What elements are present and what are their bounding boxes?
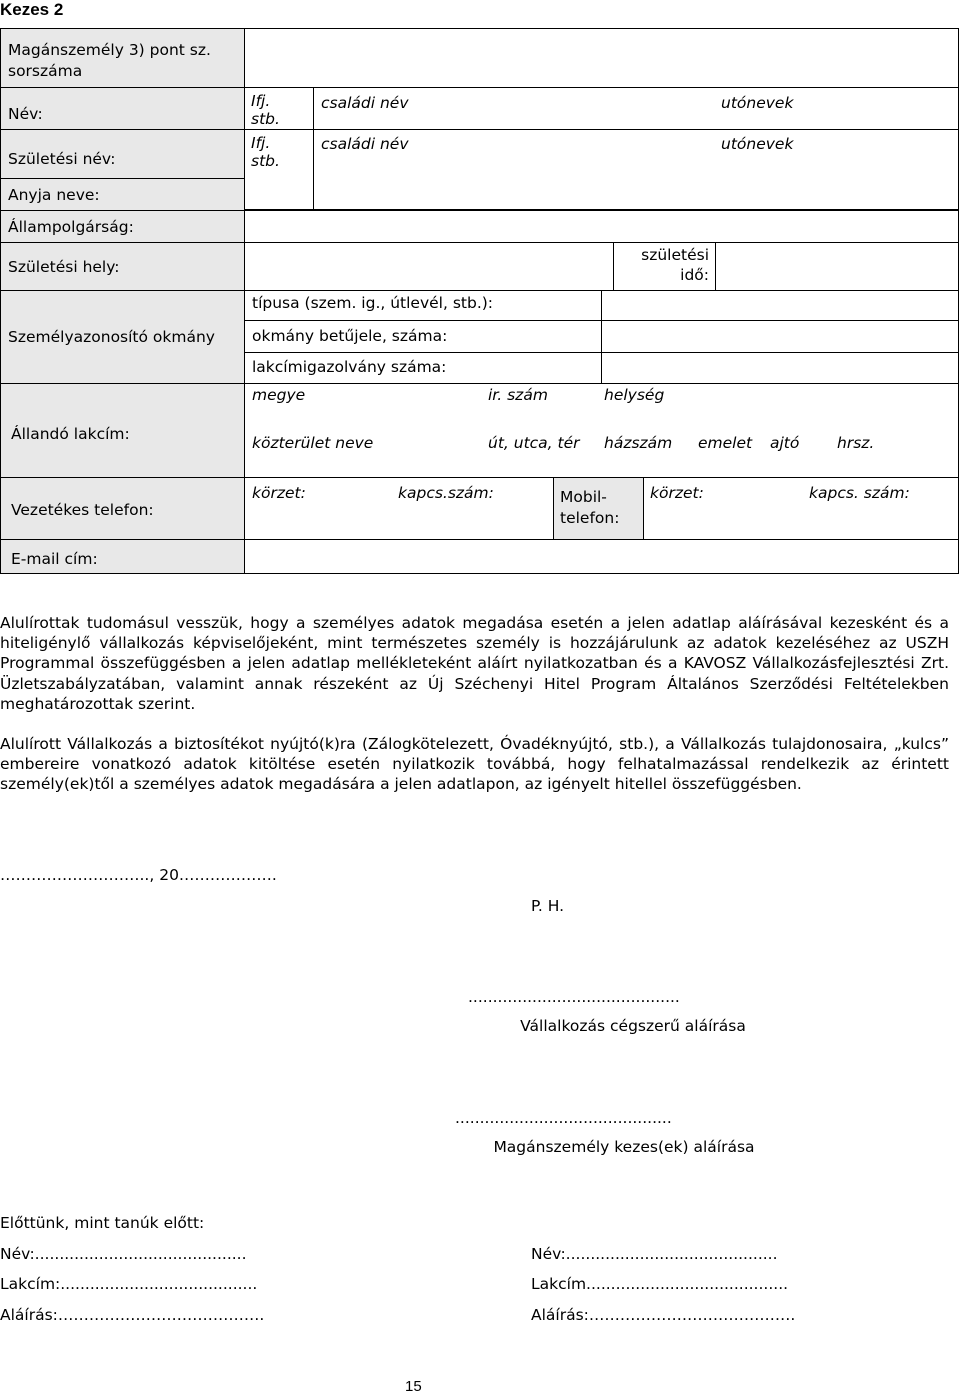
doc-number-label: okmány betűjele, száma: xyxy=(252,327,448,345)
birth-name-label: Születési név: xyxy=(8,150,116,168)
ifj-label: Ifj. xyxy=(251,134,271,152)
phone-number-hint: kapcs.szám: xyxy=(398,484,494,502)
mother-label-cell xyxy=(0,178,245,211)
form-title-value[interactable] xyxy=(244,28,959,88)
stb-label: stb. xyxy=(251,152,280,170)
birthplace-value[interactable] xyxy=(244,242,614,291)
doc-type-cell xyxy=(244,290,602,321)
company-signature-line: ........................................... xyxy=(468,988,680,1006)
witness-1-signature: Aláírás:…………………………………. xyxy=(0,1306,265,1324)
street-hint: közterület neve xyxy=(252,434,374,452)
date-line: ……………………….., 20………………. xyxy=(0,866,277,884)
name-prefix-cell[interactable] xyxy=(244,87,314,130)
mobile-label: Mobil-telefon: xyxy=(560,488,620,527)
email-value[interactable] xyxy=(244,539,959,574)
email-label: E-mail cím: xyxy=(11,550,98,568)
birth-name-prefix-cell[interactable] xyxy=(244,129,314,210)
birth-time-label: születési idő: xyxy=(641,246,709,284)
phone-label: Vezetékes telefon: xyxy=(11,501,154,519)
family-name-hint: családi név xyxy=(321,94,409,112)
doc-type-label: típusa (szem. ig., útlevél, stb.): xyxy=(252,294,494,312)
page-heading: Kezes 2 xyxy=(0,0,64,19)
stamp-label: P. H. xyxy=(531,897,565,915)
witness-1-name: Név:........................................... xyxy=(0,1245,247,1263)
name-label-cell xyxy=(0,87,245,130)
birthplace-label-cell xyxy=(0,242,245,291)
family-name-hint: családi név xyxy=(321,135,409,153)
mother-label: Anyja neve: xyxy=(8,186,100,204)
lot-hint: hrsz. xyxy=(837,434,875,452)
form-title-cell xyxy=(0,28,245,88)
citizenship-value[interactable] xyxy=(244,210,959,243)
stb-label: stb. xyxy=(251,110,280,128)
witness-2-name: Név:........................................... xyxy=(531,1245,778,1263)
house-no-hint: házszám xyxy=(604,434,673,452)
address-value-cell[interactable] xyxy=(244,383,959,478)
address-label-cell xyxy=(0,383,245,478)
guarantor-form xyxy=(0,28,959,574)
door-hint: ajtó xyxy=(770,434,800,452)
address-card-cell xyxy=(244,352,602,384)
given-names-hint: utónevek xyxy=(721,94,794,112)
birth-time-label-cell xyxy=(613,242,716,291)
address-card-label: lakcímigazolvány száma: xyxy=(252,358,447,376)
birth-name-value-cell[interactable] xyxy=(313,129,959,210)
doc-number-cell xyxy=(244,320,602,353)
id-doc-label-cell xyxy=(0,290,245,384)
witness-title: Előttünk, mint tanúk előtt: xyxy=(0,1214,205,1232)
company-signature-caption: Vállalkozás cégszerű aláírása xyxy=(520,1017,746,1035)
name-value-cell[interactable] xyxy=(313,87,959,130)
phone-label-cell xyxy=(0,477,245,540)
witness-2-signature: Aláírás:…………………………………. xyxy=(531,1306,796,1324)
birth-time-value[interactable] xyxy=(715,242,959,291)
county-hint: megye xyxy=(252,386,306,404)
floor-hint: emelet xyxy=(698,434,753,452)
ifj-label: Ifj. xyxy=(251,92,271,110)
id-doc-label: Személyazonosító okmány xyxy=(8,328,215,346)
witness-1-address: Lakcím:........................................ xyxy=(0,1275,258,1293)
page-number: 15 xyxy=(405,1378,422,1395)
person-signature-line: ............................................ xyxy=(455,1109,672,1127)
authorization-paragraph: Alulírott Vállalkozás a biztosítékot nyújtó(k)ra (Zálogkötelezett, Óvadéknyújtó, stb.), a Vállalkozás tulajdonosaira, „kulcs” embereire vonatkozó adatok kitöltése esetén nyilatkozik továbbá, hogy felhatalmazással rendelkezik az érintett személy(ek)től a személyes adatok megadására a jelen adatlapon, az igényelt hitellel összefüggésben. xyxy=(0,735,949,794)
citizenship-label-cell xyxy=(0,210,245,243)
zip-hint: ir. szám xyxy=(488,386,548,404)
doc-type-value[interactable] xyxy=(601,290,959,321)
witness-2-address: Lakcím......................................... xyxy=(531,1275,789,1293)
phone-area-hint: körzet: xyxy=(252,484,306,502)
address-label: Állandó lakcím: xyxy=(11,425,130,443)
address-card-value[interactable] xyxy=(601,352,959,384)
email-label-cell xyxy=(0,539,245,574)
given-names-hint: utónevek xyxy=(721,135,794,153)
mobile-label-cell xyxy=(553,477,644,540)
person-signature-caption: Magánszemély kezes(ek) aláírása xyxy=(493,1138,755,1156)
citizenship-label: Állampolgárság: xyxy=(8,218,134,236)
consent-paragraph: Alulírottak tudomásul vesszük, hogy a személyes adatok megadása esetén a jelen adatlap aláírásával kezesként és a hiteligénylő vállalkozás képviselőjeként, mint természetes személy is hozzájárulunk az adatok kezeléséhez az USZH Programmal összefüggésben a jelen adatlap mellékleteként aláírt nyilatkozatban és a KAVOSZ Vállalkozásfejlesztési Zrt. Üzletszabályzatában, valamint annak részeként az Új Széchenyi Hitel Program Általános Szerződési Feltételekben meghatározottak szerint. xyxy=(0,614,949,713)
form-title: Magánszemély 3) pont sz. sorszáma xyxy=(8,41,211,80)
birthplace-label: Születési hely: xyxy=(8,258,120,276)
mobile-number-hint: kapcs. szám: xyxy=(809,484,910,502)
mobile-area-hint: körzet: xyxy=(650,484,704,502)
name-label: Név: xyxy=(8,105,43,123)
street-type-hint: út, utca, tér xyxy=(488,434,580,452)
city-hint: helység xyxy=(604,386,665,404)
doc-number-value[interactable] xyxy=(601,320,959,353)
